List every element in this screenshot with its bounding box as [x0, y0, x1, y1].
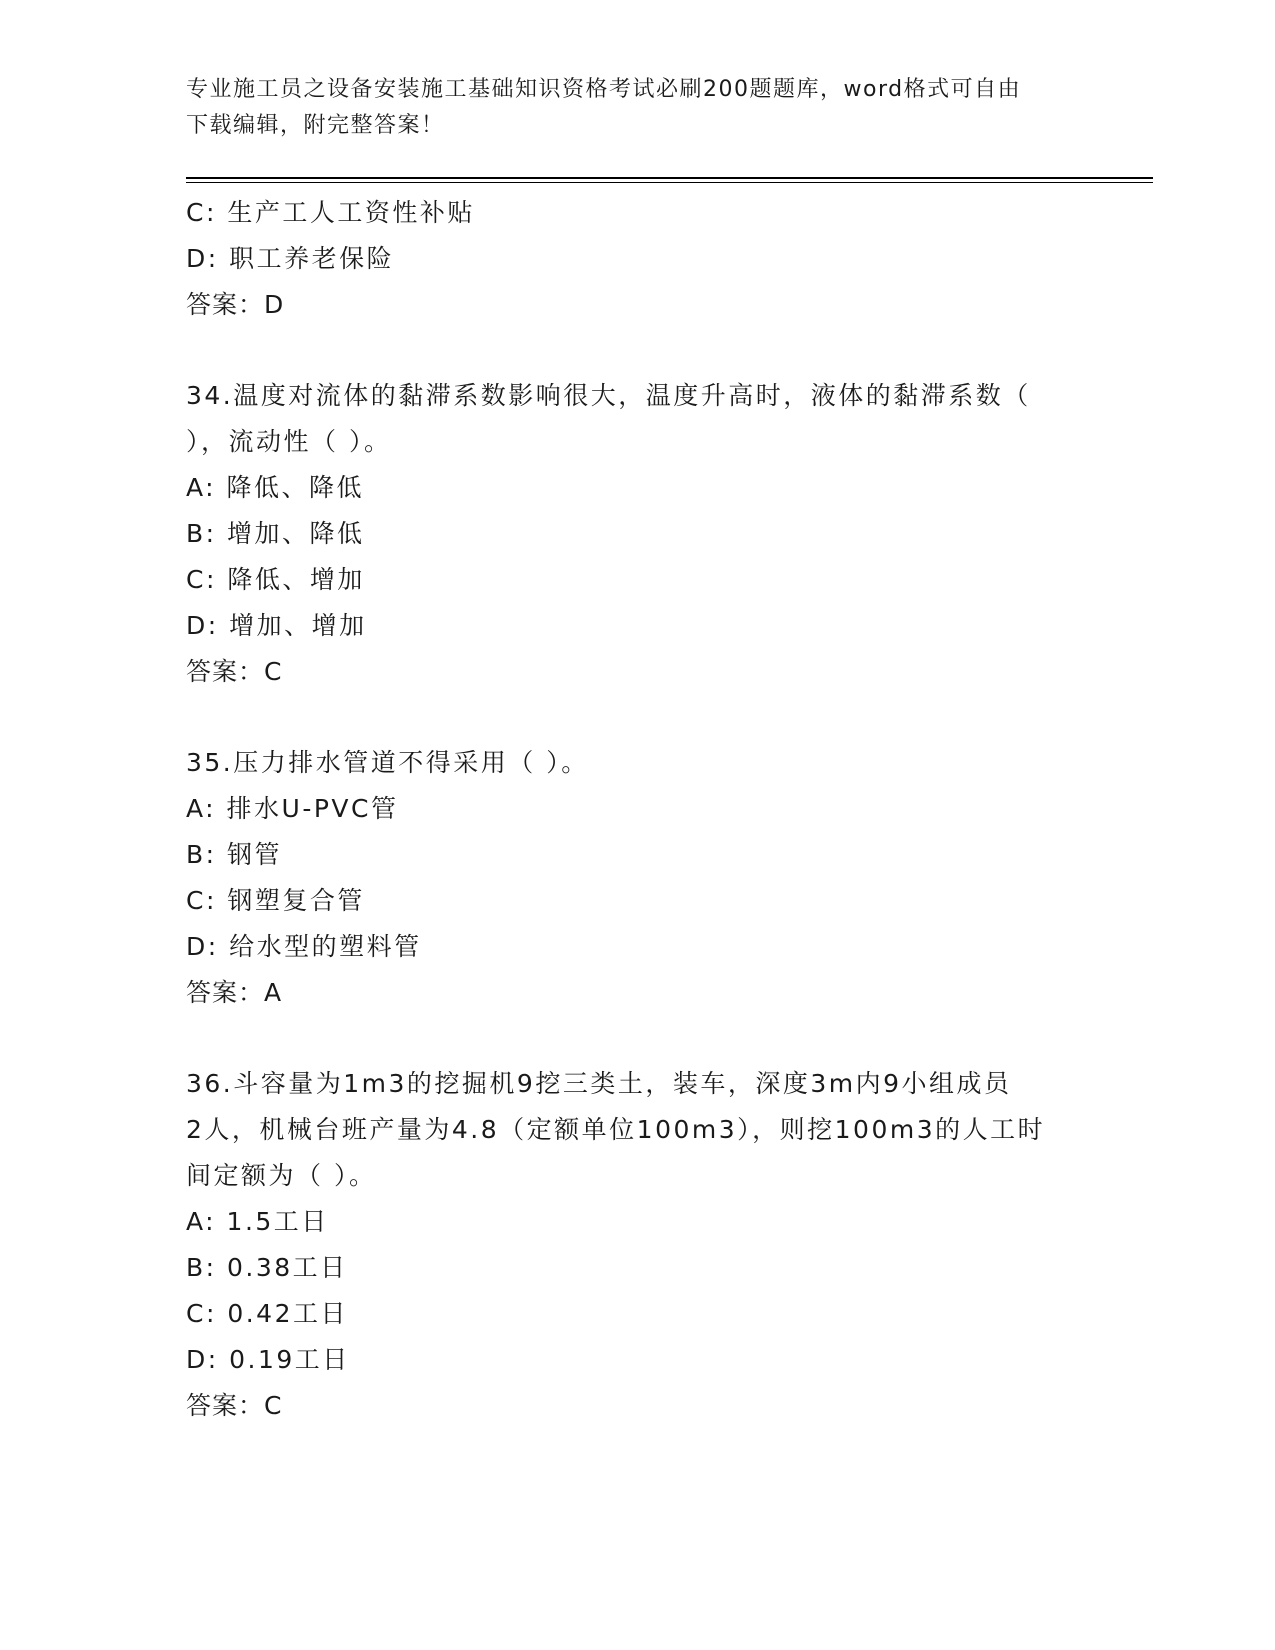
option-c: C: 生产工人工资性补贴	[186, 198, 475, 227]
question-35	[186, 740, 1086, 1016]
option-d: D: 0.19工日	[186, 1345, 350, 1374]
option-b: B: 钢管	[186, 840, 283, 869]
question-stem-line-2: ），流动性（ ）。	[186, 427, 392, 456]
answer-line: 答案：C	[186, 657, 283, 686]
option-a: A: 排水U-PVC管	[186, 794, 399, 823]
question-stem-line-1: 35.压力排水管道不得采用（ ）。	[186, 748, 589, 777]
header-line-2: 下载编辑，附完整答案！	[186, 113, 445, 138]
option-b: B: 增加、降低	[186, 519, 365, 548]
question-list	[186, 190, 1086, 1429]
option-c: C: 0.42工日	[186, 1299, 348, 1328]
question-33	[186, 190, 1086, 328]
question-gap	[186, 695, 1086, 740]
question-gap	[186, 1016, 1086, 1061]
option-d: D: 增加、增加	[186, 611, 367, 640]
question-stem-line-1: 36.斗容量为1m3的挖掘机9挖三类土，装车，深度3m内9小组成员	[186, 1069, 1012, 1098]
option-a: A: 降低、降低	[186, 473, 365, 502]
question-stem-line-1: 34.温度对流体的黏滞系数影响很大，温度升高时，液体的黏滞系数（	[186, 381, 1031, 410]
option-c: C: 钢塑复合管	[186, 886, 365, 915]
document-header	[186, 72, 1066, 144]
header-divider-thin	[186, 182, 1153, 183]
answer-line: 答案：D	[186, 290, 285, 319]
question-stem-line-3: 间定额为（ ）。	[186, 1161, 377, 1190]
question-34	[186, 373, 1086, 695]
header-line-1: 专业施工员之设备安装施工基础知识资格考试必刷200题题库，word格式可自由	[186, 77, 1022, 102]
answer-line: 答案：A	[186, 978, 283, 1007]
option-c: C: 降低、增加	[186, 565, 365, 594]
option-b: B: 0.38工日	[186, 1253, 348, 1282]
question-gap	[186, 328, 1086, 373]
option-d: D: 给水型的塑料管	[186, 932, 422, 961]
option-a: A: 1.5工日	[186, 1207, 329, 1236]
question-stem-line-2: 2人，机械台班产量为4.8（定额单位100m3），则挖100m3的人工时	[186, 1115, 1046, 1144]
answer-line: 答案：C	[186, 1391, 283, 1420]
question-36	[186, 1061, 1086, 1429]
header-divider-thick	[186, 177, 1153, 179]
option-d: D: 职工养老保险	[186, 244, 395, 273]
